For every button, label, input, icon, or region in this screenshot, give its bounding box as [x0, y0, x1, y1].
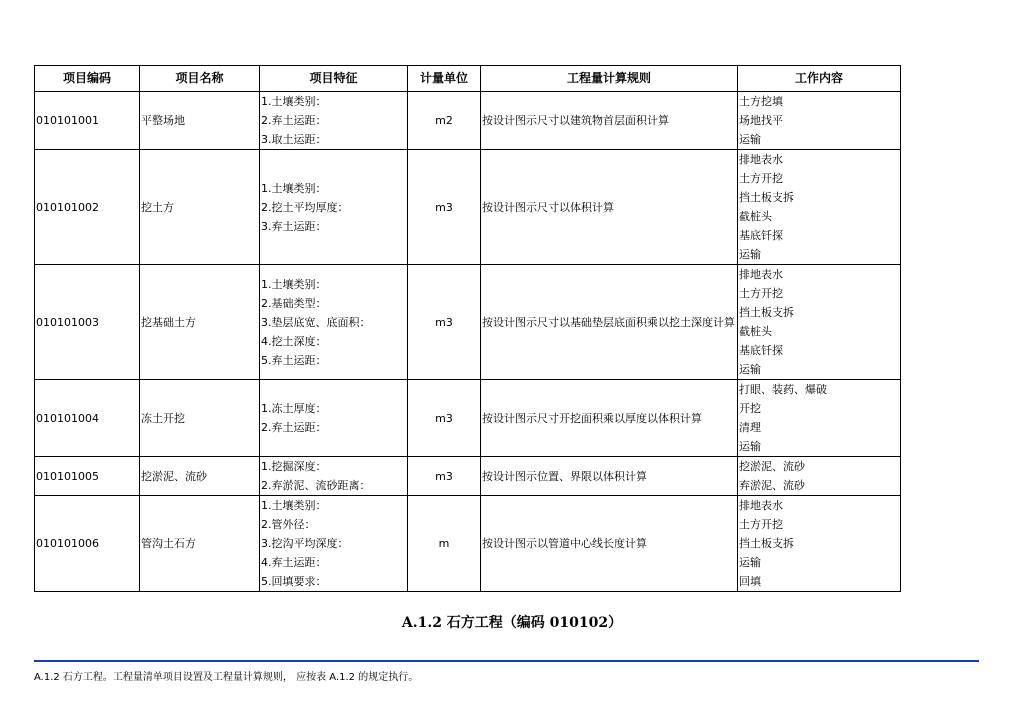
item-name: 平整场地 [140, 92, 260, 150]
work-line: 基底钎探 [739, 229, 783, 242]
unit: m3 [408, 150, 481, 265]
calc-rule-text: 按设计图示尺寸以体积计算 [482, 200, 614, 214]
feature-line: 5.弃土运距： [261, 353, 327, 367]
unit: m3 [408, 265, 481, 380]
feature-line: 4.弃土运距： [261, 556, 327, 569]
work-content [738, 150, 901, 265]
work-line: 开挖 [739, 402, 761, 415]
header-item-name: 项目名称 [140, 66, 260, 92]
feature-line: 5.回填要求： [261, 575, 327, 588]
unit: m3 [408, 457, 481, 496]
item-features [260, 457, 408, 496]
feature-line: 2.基础类型： [261, 296, 327, 310]
header-item-features: 项目特征 [260, 66, 408, 92]
work-content [738, 457, 901, 496]
work-line: 运输 [739, 248, 761, 261]
item-name: 管沟土石方 [140, 496, 260, 592]
feature-line: 1.土壤类别： [261, 499, 327, 512]
calc-rule [481, 265, 738, 380]
table-row [35, 150, 901, 265]
item-features [260, 496, 408, 592]
feature-line: 3.挖沟平均深度： [261, 537, 349, 550]
item-code: 010101001 [35, 92, 140, 150]
work-line: 挡土板支拆 [739, 306, 794, 319]
work-line: 运输 [739, 363, 761, 376]
table-row [35, 265, 901, 380]
item-name: 挖土方 [140, 150, 260, 265]
header-unit: 计量单位 [408, 66, 481, 92]
work-line: 挡土板支拆 [739, 537, 794, 550]
item-code: 010101004 [35, 380, 140, 457]
work-line: 弃淤泥、流砂 [739, 479, 805, 492]
item-code: 010101005 [35, 457, 140, 496]
feature-line: 1.土壤类别： [261, 277, 327, 291]
work-line: 基底钎探 [739, 344, 783, 357]
work-content [738, 380, 901, 457]
work-line: 土方开挖 [739, 518, 783, 531]
feature-line: 4.挖土深度： [261, 334, 327, 348]
table-row [35, 496, 901, 592]
feature-line: 1.冻土厚度： [261, 402, 327, 415]
item-features [260, 265, 408, 380]
item-name: 挖淤泥、流砂 [140, 457, 260, 496]
work-content [738, 92, 901, 150]
work-line: 运输 [739, 133, 761, 146]
work-line: 土方开挖 [739, 172, 783, 185]
table-row [35, 380, 901, 457]
feature-line: 1.土壤类别： [261, 181, 327, 195]
item-name: 冻土开挖 [140, 380, 260, 457]
work-line: 土方挖填 [739, 95, 783, 108]
calc-rule-text: 按设计图示尺寸开挖面积乘以厚度以体积计算 [482, 411, 702, 425]
calc-rule [481, 496, 738, 592]
work-line: 挡土板支拆 [739, 191, 794, 204]
feature-line: 2.弃土运距： [261, 114, 327, 127]
work-line: 场地找平 [739, 114, 783, 127]
feature-line: 1.挖掘深度： [261, 460, 327, 473]
header-work-content: 工作内容 [738, 66, 901, 92]
unit: m3 [408, 380, 481, 457]
item-code: 010101002 [35, 150, 140, 265]
work-line: 清理 [739, 421, 761, 434]
work-line: 挖淤泥、流砂 [739, 460, 805, 473]
calc-rule-text: 按设计图示以管道中心线长度计算 [482, 537, 647, 550]
item-code: 010101006 [35, 496, 140, 592]
calc-rule [481, 380, 738, 457]
feature-line: 3.弃土运距： [261, 219, 327, 233]
bill-of-quantities-table [34, 65, 901, 592]
calc-rule [481, 150, 738, 265]
calc-rule [481, 457, 738, 496]
calc-rule-text: 按设计图示位置、界限以体积计算 [482, 469, 647, 483]
work-line: 截桩头 [739, 210, 772, 223]
table-row [35, 92, 901, 150]
work-line: 打眼、装药、爆破 [739, 383, 827, 396]
header-item-code: 项目编码 [35, 66, 140, 92]
item-features [260, 150, 408, 265]
work-line: 土方开挖 [739, 287, 783, 300]
feature-line: 2.挖土平均厚度： [261, 200, 349, 214]
calc-rule [481, 92, 738, 150]
table-header-row [35, 66, 901, 92]
work-line: 排地表水 [739, 268, 783, 281]
work-line: 回填 [739, 575, 761, 588]
item-name: 挖基础土方 [140, 265, 260, 380]
work-line: 运输 [739, 556, 761, 569]
work-content [738, 496, 901, 592]
feature-line: 2.弃淤泥、流砂距离： [261, 479, 371, 492]
feature-line: 1.土壤类别： [261, 95, 327, 108]
header-calc-rule: 工程量计算规则 [481, 66, 738, 92]
feature-line: 3.取土运距： [261, 133, 327, 146]
feature-line: 2.弃土运距： [261, 421, 327, 434]
work-line: 排地表水 [739, 153, 783, 166]
work-line: 截桩头 [739, 325, 772, 338]
item-code: 010101003 [35, 265, 140, 380]
feature-line: 2.管外径： [261, 518, 316, 531]
calc-rule-text: 按设计图示尺寸以建筑物首层面积计算 [482, 114, 669, 127]
unit: m2 [408, 92, 481, 150]
work-content [738, 265, 901, 380]
unit: m [408, 496, 481, 592]
item-features [260, 92, 408, 150]
section-title: A.1.2 石方工程（编码 010102） [401, 615, 623, 631]
divider-line [34, 660, 979, 662]
feature-line: 3.垫层底宽、底面积： [261, 315, 371, 329]
calc-rule-text: 按设计图示尺寸以基础垫层底面积乘以挖土深度计算 [482, 315, 735, 329]
item-features [260, 380, 408, 457]
footnote-text: A.1.2 石方工程。工程量清单项目设置及工程量计算规则， 应按表 A.1.2 的规定执行。 [34, 672, 419, 683]
work-line: 排地表水 [739, 499, 783, 512]
work-line: 运输 [739, 440, 761, 453]
table-row [35, 457, 901, 496]
